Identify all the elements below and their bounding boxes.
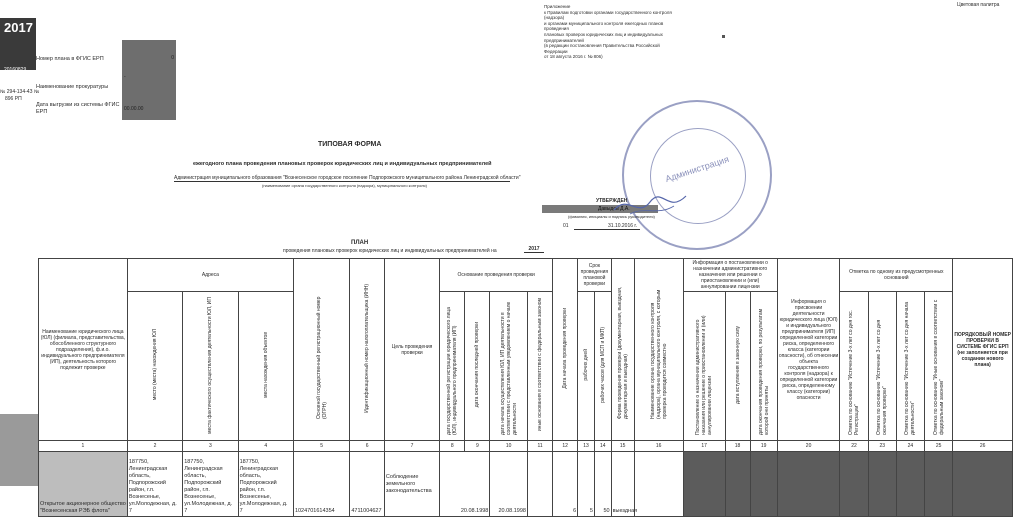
stamp-text: Администрация xyxy=(664,154,731,184)
table-row xyxy=(39,452,1013,517)
plan-number-label: Номер плана в ФГИС ЕРП xyxy=(36,56,104,62)
col-admin-c-header: дата окончания проведения проверки, по результатам которой они приняты xyxy=(750,292,777,441)
appendix-line: плановых проверок юридических лиц и индивидуальных xyxy=(544,31,663,37)
appendix-line: Федерации xyxy=(544,48,568,54)
col-admin-header: Информация о постановлении о назначении административного назначения или решении о приостановлении и (или) аннулировании лицензии xyxy=(683,259,777,292)
authority-name: Администрация муниципального образования "Вознесенское городское поселение Подпорожского муниципального района Ленинградской области" xyxy=(174,175,521,181)
column-number: 5 xyxy=(293,441,349,452)
header-row-1 xyxy=(39,259,1013,292)
cell-addr-a: 187750, Ленинградская область, Подпорожский район, г.п. Вознесенье, ул.Молодежная, д. 7 xyxy=(127,452,182,517)
cell-reason-2 xyxy=(868,452,896,517)
plan-year: 2017 xyxy=(524,246,544,253)
cell-form: выездная xyxy=(611,452,634,517)
official-stamp xyxy=(622,100,772,250)
column-number: 17 xyxy=(683,441,725,452)
column-number: 2 xyxy=(127,441,182,452)
appendix-line: проведения xyxy=(544,26,569,32)
color-palette-label: Цветовая палитра xyxy=(957,2,1000,8)
year-label: 2017 xyxy=(4,20,33,35)
column-number: 19 xyxy=(750,441,777,452)
col-reasons-header: Отметка по одному из предусмотренных оснований xyxy=(840,259,953,292)
col-form-header: Форма проведения проверки (документарная, выездная, документарная и выездная) xyxy=(611,259,634,441)
cell-risk xyxy=(777,452,840,517)
form-subtitle: ежегодного плана проведения плановых проверок юридических лиц и индивидуальных предпринимателей xyxy=(193,161,492,167)
appendix-line: и органами муниципального контроля ежегодных планов xyxy=(544,20,664,26)
column-number: 23 xyxy=(868,441,896,452)
id-code: 20160829 xyxy=(4,67,27,73)
plan-table xyxy=(38,258,1013,517)
side-code: № 294-134-4З № xyxy=(0,89,40,95)
col-admin-b-header: дата вступления в законную силу xyxy=(725,292,750,441)
col-term-hours-header: рабочих часов (для МСП и МКП) xyxy=(594,292,611,441)
column-number: 13 xyxy=(578,441,595,452)
plan-heading: ПЛАН xyxy=(351,240,369,246)
cell-start-activity: 20.08.1998 xyxy=(490,452,528,517)
column-number: 6 xyxy=(350,441,384,452)
column-number: 14 xyxy=(594,441,611,452)
header-row-2 xyxy=(39,292,1013,441)
cell-goal: Соблюдение земельного законодательства xyxy=(384,452,439,517)
appendix-line: Приложение xyxy=(544,4,571,9)
column-number: 1 xyxy=(39,441,128,452)
cell-erp-number xyxy=(953,452,1013,517)
appendix-line: (в редакции постановления Правительства Российской xyxy=(544,43,660,49)
column-number: 12 xyxy=(553,441,578,452)
cell-start-month: 6 xyxy=(553,452,578,517)
cell-admin-c xyxy=(750,452,777,517)
col-addresses-header: Адреса xyxy=(127,259,293,292)
col-admin-a-header: Постановление о назначении административного наказания или решение о приостановлении и (или) аннулировании лицензии xyxy=(683,292,725,441)
column-number: 16 xyxy=(634,441,683,452)
col-basis-d-header: иные основания в соответствии с федеральным законом xyxy=(527,292,552,441)
approved-day: 01 xyxy=(563,223,569,229)
side-code-2: 896 РП xyxy=(5,96,22,102)
cell-reason-3 xyxy=(896,452,924,517)
col-reason-3-header: Отметка по основанию "Истечение 3-х лет со дня начала деятельности" xyxy=(896,292,924,441)
form-title: ТИПОВАЯ ФОРМА xyxy=(318,141,382,148)
col-basis-c-header: дата начала осуществления ЮЛ, ИП деятельности в соответствии с представленным уведомлением о начале деятельности xyxy=(490,292,528,441)
cell-other xyxy=(527,452,552,517)
col-addr-c-header: места нахождения объектов xyxy=(238,292,293,441)
cell-inn: 4711004627 xyxy=(350,452,384,517)
left-margin-strip xyxy=(0,414,38,486)
column-number: 7 xyxy=(384,441,439,452)
col-basis-b-header: дата окончания последней проверки xyxy=(465,292,490,441)
cell-hours: 50 xyxy=(594,452,611,517)
col-start-date-header: Дата начала проведения проверки xyxy=(553,259,578,441)
column-number: 22 xyxy=(840,441,868,452)
col-name-header: Наименование юридического лица (ЮЛ) (филиала, представительства, обособленного структурного подразделения), ф.и.о. индивидуального предпринимателя (ИП), деятельность которого подлежит проверке xyxy=(39,259,128,441)
col-joint-body-header: Наименование органа государственного контроля (надзора), органа муниципального контроля, с которым проверка проводится совместно xyxy=(634,259,683,441)
column-number: 20 xyxy=(777,441,840,452)
prosecutor-field xyxy=(122,72,176,98)
column-number: 10 xyxy=(490,441,528,452)
column-number: 26 xyxy=(953,441,1013,452)
col-reason-1-header: Отметка по основанию "Истечение 3-х лет со дня гос. Регистрации" xyxy=(840,292,868,441)
col-addr-b-header: места фактического осуществления деятельности ЮЛ, ИП xyxy=(183,292,238,441)
col-erp-number-header: ПОРЯДКОВЫЙ НОМЕР ПРОВЕРКИ В СИСТЕМЕ ФГИС ЕРП (не заполняется при создании нового плана) xyxy=(953,259,1013,441)
col-term-days-header: рабочих дней xyxy=(578,292,595,441)
cell-addr-c: 187750, Ленинградская область, Подпорожский район, г.п. Вознесенье, ул.Молодежная, д. 7 xyxy=(238,452,293,517)
column-number: 3 xyxy=(183,441,238,452)
appendix-line: к Правилам подготовки органами государственного контроля xyxy=(544,9,672,15)
export-date-field xyxy=(122,98,176,120)
column-number: 4 xyxy=(238,441,293,452)
column-number: 9 xyxy=(465,441,490,452)
column-number: 11 xyxy=(527,441,552,452)
approver-caption: (фамилия, инициалы и подпись руководителя) xyxy=(568,214,655,219)
col-basis-header: Основание проведения проверки xyxy=(440,259,553,292)
col-addr-a-header: место (места) нахождения ЮЛ xyxy=(127,292,182,441)
cell-joint-body xyxy=(634,452,683,517)
approved-date: 31.10.2016 г. xyxy=(608,223,638,229)
prosecutor-value: - xyxy=(124,74,126,80)
column-number: 15 xyxy=(611,441,634,452)
cell-name: Открытое акционерное общество "Вознесенская РЭБ флота" xyxy=(39,452,128,517)
cell-reason-1 xyxy=(840,452,868,517)
column-number: 18 xyxy=(725,441,750,452)
year-box xyxy=(0,18,36,73)
cell-reg-date: 20.08.1998 xyxy=(440,452,490,517)
column-number: 24 xyxy=(896,441,924,452)
approver-name: Давыдов Д.А. xyxy=(598,206,630,212)
export-date-value: 00.00.00 xyxy=(124,106,144,112)
signature xyxy=(610,188,690,224)
col-term-header: Срок проведения плановой проверки xyxy=(578,259,611,292)
prosecutor-label: Наименование прокуратуры xyxy=(36,84,109,90)
plan-number-value: 0 xyxy=(171,55,174,61)
appendix-mark xyxy=(722,35,725,38)
col-ogrn-header: Основной государственный регистрационный номер (ОГРН) xyxy=(293,259,349,441)
cell-addr-b: 187750, Ленинградская область, Подпорожский район, г.п. Вознесенье, ул.Молодежная, д. 7 xyxy=(183,452,238,517)
cell-admin-b xyxy=(725,452,750,517)
cell-admin-a xyxy=(683,452,725,517)
column-number: 25 xyxy=(925,441,953,452)
plan-subheading: проведения плановых проверок юридических лиц и индивидуальных предпринимателей на xyxy=(283,248,497,254)
authority-caption: (наименование органа государственного контроля (надзора), муниципального контроля) xyxy=(262,183,427,188)
col-reason-4-header: Отметка по основанию "Иные основания в соответствии с федеральным законом" xyxy=(925,292,953,441)
plan-number-field xyxy=(122,40,176,72)
appendix-line: предпринимателей xyxy=(544,37,584,43)
column-number-row xyxy=(39,441,1013,452)
col-risk-header: Информация о присвоении деятельности юридического лица (ЮЛ) и индивидуального предпринимателя (ИП) определенной категории риска, определенного класса (категории опасности), об отнесении объекта государственного контроля (надзора) к определенной категории риска, определенному классу (категории) опасности xyxy=(777,259,840,441)
cell-reason-4 xyxy=(925,452,953,517)
appendix-line: (надзора) xyxy=(544,15,565,21)
col-basis-a-header: дата государственной регистрации юридического лица (ЮЛ), индивидуального предпринимателя (ИП) xyxy=(440,292,465,441)
appendix-line: от 18 августа 2016 г. № 806) xyxy=(544,54,603,60)
cell-ogrn: 1024701614354 xyxy=(293,452,349,517)
approved-label: УТВЕРЖДЕН xyxy=(596,198,628,204)
export-date-label: Дата выгрузки из системы ФГИС xyxy=(36,102,120,108)
col-inn-header: Идентификационный номер налогоплательщика (ИНН) xyxy=(350,259,384,441)
cell-days: 5 xyxy=(578,452,595,517)
col-reason-2-header: Отметка по основанию "Истечение 3-х лет со дня окончания проверки" xyxy=(868,292,896,441)
column-number: 8 xyxy=(440,441,465,452)
export-date-label-2: ЕРП xyxy=(36,109,48,115)
appendix-block xyxy=(544,4,672,60)
col-goal-header: Цель проведения проверки xyxy=(384,259,439,441)
